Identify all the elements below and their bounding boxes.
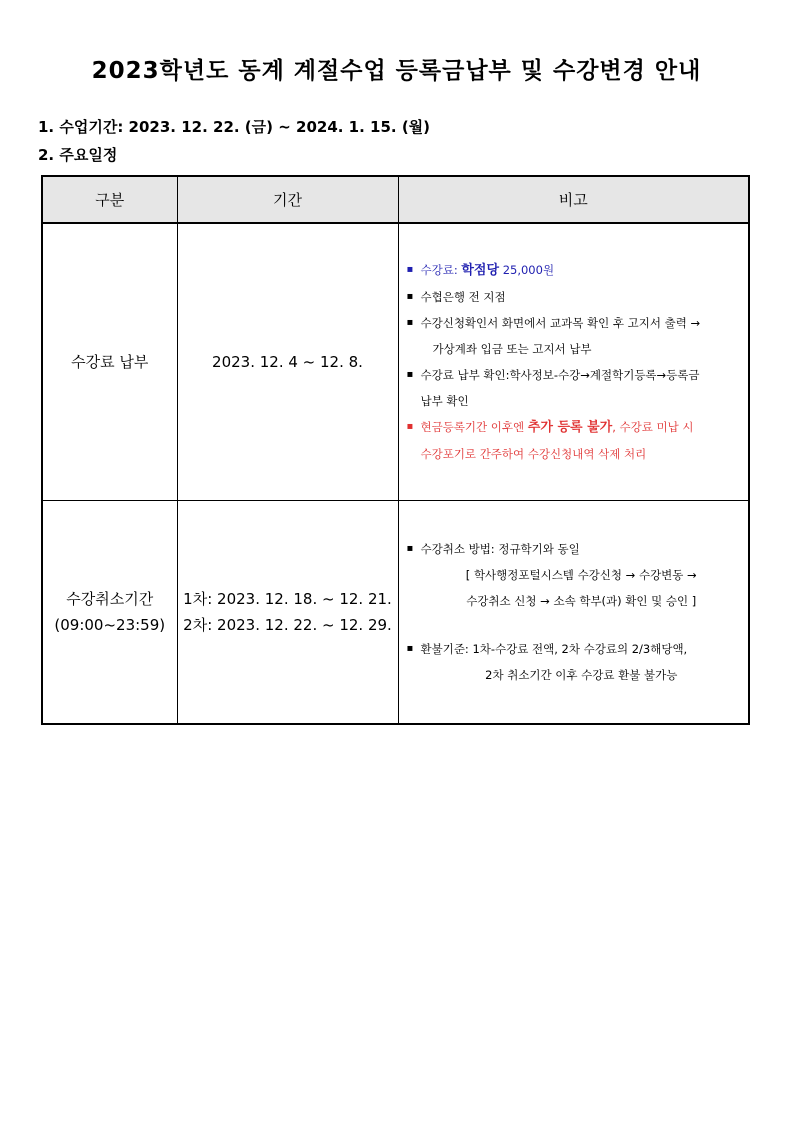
- cancellation-category: 수강취소기간 (09:00~23:59): [42, 501, 177, 725]
- class-period-heading: 1. 수업기간: 2023. 12. 22. (금) ~ 2024. 1. 15. (월): [38, 118, 431, 136]
- schedule-heading: 2. 주요일정: [38, 146, 118, 164]
- header-period: 기간: [177, 176, 398, 223]
- cancellation-notes: [398, 501, 749, 725]
- schedule-table: [41, 175, 750, 725]
- payment-notes: [398, 223, 749, 501]
- table-header-row: [42, 176, 749, 223]
- cancellation-method-note: ▪ 수강취소 방법: 정규학기와 동일 [ 학사행정포털시스템 수강신청 → 수강변동 → 수강취소 신청 → 소속 학부(과) 확인 및 승인 ]: [407, 536, 743, 614]
- refund-policy-note: ▪ 환불기준: 1차-수강료 전액, 2차 수강료의 2/3해당액, 2차 취소기간 이후 수강료 환불 불가능: [407, 636, 743, 688]
- table-row-payment: [42, 223, 749, 501]
- payment-period: 2023. 12. 4 ~ 12. 8.: [177, 223, 398, 501]
- bank-note: ▪ 수협은행 전 지점: [407, 284, 743, 310]
- cancellation-period: 1차: 2023. 12. 18. ~ 12. 21. 2차: 2023. 12. 22. ~ 12. 29.: [177, 501, 398, 725]
- payment-confirm-note: ▪ 수강료 납부 확인:학사정보-수강→계절학기등록→등록금 납부 확인: [407, 362, 743, 414]
- late-registration-warning: ▪ 현금등록기간 이후엔 추가 등록 불가, 수강료 미납 시 수강포기로 간주하여 수강신청내역 삭제 처리: [407, 414, 743, 467]
- document-title: 2023학년도 동계 계절수업 등록금납부 및 수강변경 안내: [91, 58, 702, 84]
- fee-note: ▪ 수강료: 학점당 25,000원: [407, 257, 743, 284]
- header-category: 구분: [42, 176, 177, 223]
- header-notes: 비고: [398, 176, 749, 223]
- table-row-cancellation: [42, 501, 749, 725]
- payment-category: 수강료 납부: [42, 223, 177, 501]
- invoice-note: ▪ 수강신청확인서 화면에서 교과목 확인 후 고지서 출력 → 가상계좌 입금 또는 고지서 납부: [407, 310, 743, 362]
